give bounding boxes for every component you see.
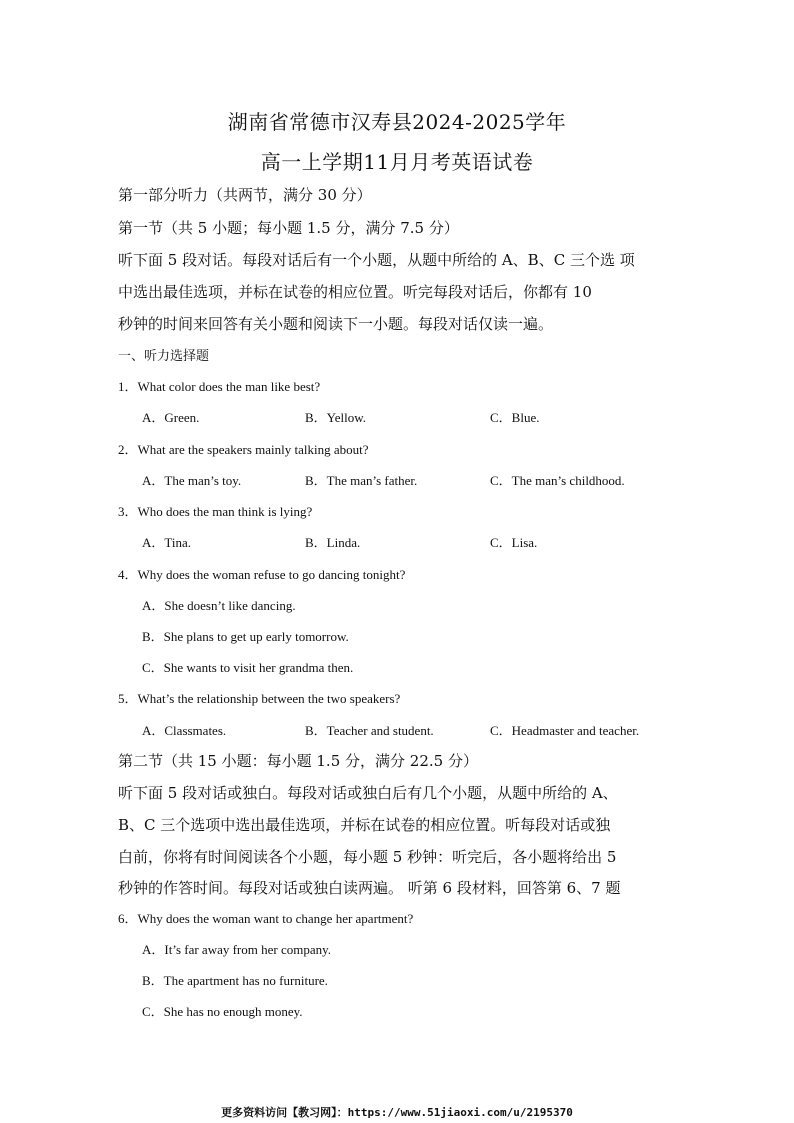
question-5: 5．What’s the relationship between the two speakers?: [118, 691, 401, 706]
exam-title-line2: 高一上学期11月月考英语试卷: [260, 150, 534, 174]
q2-option-a: A．The man’s toy.: [142, 473, 242, 488]
q1-option-a: A．Green.: [142, 410, 200, 425]
q2-option-c: C．The man’s childhood.: [490, 473, 625, 488]
exam-title-line1: 湖南省常德市汉寿县2024-2025学年: [227, 110, 567, 134]
q1-option-b: B．Yellow.: [305, 410, 367, 425]
question-4: 4．Why does the woman refuse to go dancing tonight?: [118, 567, 406, 582]
question-6: 6．Why does the woman want to change her apartment?: [118, 911, 414, 926]
section2-heading: 第二节（共 15 小题：每小题 1.5 分，满分 22.5 分）: [118, 752, 478, 770]
section2-instruction-line4: 秒钟的作答时间。每段对话或独白读两遍。 听第 6 段材料，回答第 6、7 题: [118, 879, 621, 897]
q4-option-c: C．She wants to visit her grandma then.: [142, 660, 354, 675]
q5-option-c: C．Headmaster and teacher.: [490, 723, 640, 738]
section1-instruction-line3: 秒钟的时间来回答有关小题和阅读下一小题。每段对话仅读一遍。: [118, 315, 554, 333]
q5-option-a: A．Classmates.: [142, 723, 227, 738]
footer-watermark-link[interactable]: 更多资料访问【教习网】：https://www.51jiaoxi.com/u/2195370: [221, 1106, 573, 1119]
q6-option-c: C．She has no enough money.: [142, 1004, 303, 1019]
section1-heading: 第一节（共 5 小题；每小题 1.5 分，满分 7.5 分）: [118, 219, 459, 237]
listening-subheading: 一、听力选择题: [118, 349, 210, 364]
q5-option-b: B．Teacher and student.: [305, 723, 434, 738]
q4-option-b: B．She plans to get up early tomorrow.: [142, 629, 349, 644]
section1-instruction-line2: 中选出最佳选项，并标在试卷的相应位置。听完每段对话后，你都有 10: [118, 283, 592, 301]
q3-option-c: C．Lisa.: [490, 535, 538, 550]
q6-option-b: B．The apartment has no furniture.: [142, 973, 328, 988]
section1-instruction-line1: 听下面 5 段对话。每段对话后有一个小题，从题中所给的 A、B、C 三个选 项: [118, 251, 635, 269]
section2-instruction-line1: 听下面 5 段对话或独白。每段对话或独白后有几个小题，从题中所给的 A、: [118, 784, 618, 802]
q3-option-a: A．Tina.: [142, 535, 192, 550]
part1-heading: 第一部分听力（共两节，满分 30 分）: [118, 186, 372, 204]
question-2: 2．What are the speakers mainly talking about?: [118, 442, 369, 457]
section2-instruction-line2: B、C 三个选项中选出最佳选项，并标在试卷的相应位置。听每段对话或独: [118, 816, 611, 834]
question-1: 1．What color does the man like best?: [118, 379, 321, 394]
section2-instruction-line3: 白前，你将有时间阅读各个小题，每小题 5 秒钟：听完后，各小题将给出 5: [118, 848, 617, 866]
q3-option-b: B．Linda.: [305, 535, 361, 550]
q6-option-a: A．It’s far away from her company.: [142, 942, 332, 957]
question-3: 3．Who does the man think is lying?: [118, 504, 313, 519]
q4-option-a: A．She doesn’t like dancing.: [142, 598, 296, 613]
q2-option-b: B．The man’s father.: [305, 473, 418, 488]
q1-option-c: C．Blue.: [490, 410, 540, 425]
